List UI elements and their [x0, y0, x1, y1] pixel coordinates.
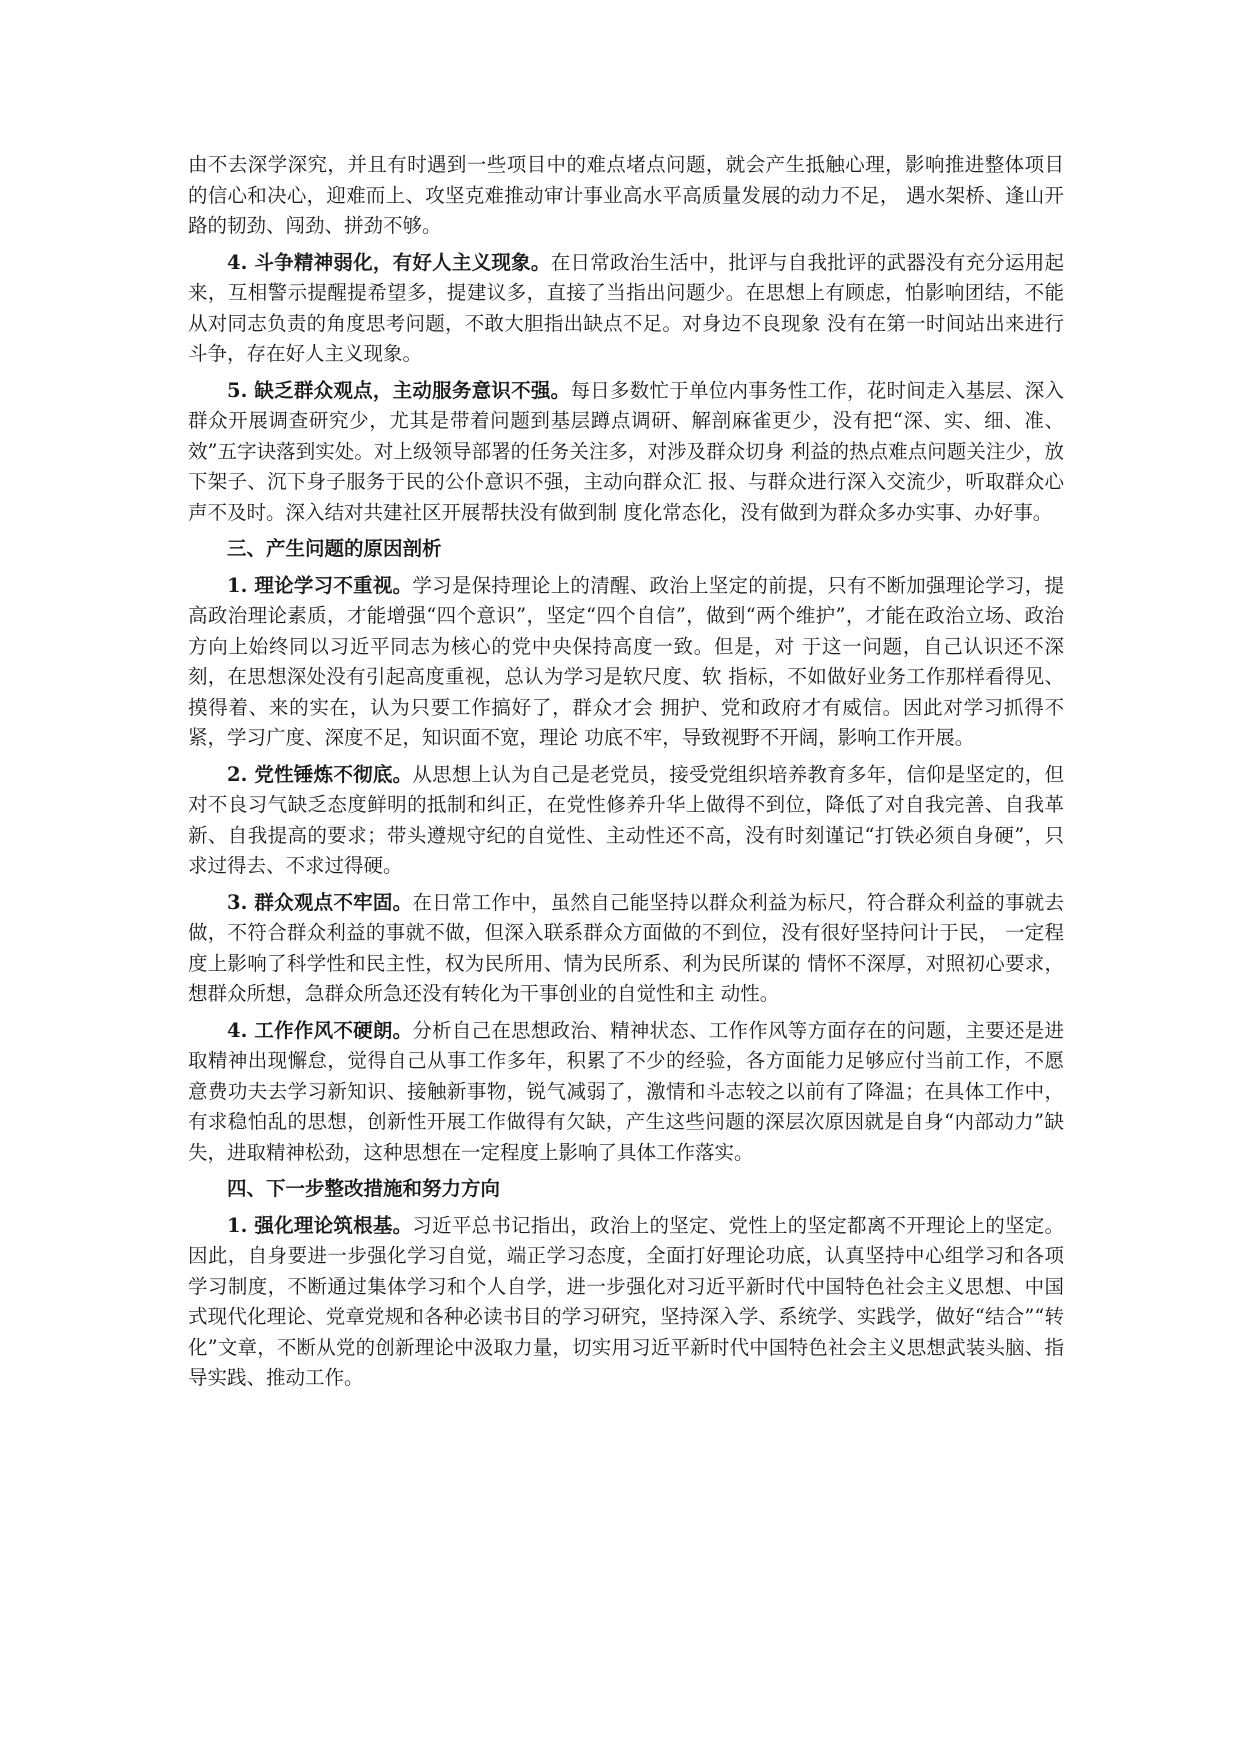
section-heading-rectification: 四、下一步整改措施和努力方向 — [227, 1177, 501, 1200]
paragraph-work-style — [188, 1016, 1064, 1169]
paragraph-text: 每日多数忙于单位内事务性工作，花时间走入基层、深入群众开展调查研究少，尤其是带着问题到基层蹲点调研、解剖麻雀更少，没有把“深、实、细、准、效”五字诀落到实处。对上级领导部署的任务关注多，对涉及群众切身 利益的热点难点问题关注少，放下架子、沉下身子服务于民的公仆意识不强，主动向群众汇 报、与群众进行深入交流少，听取群众心声不及时。深入结对共建社区开展帮扶没有做到制 度化常态化，没有做到为群众多办实事、办好事。 — [188, 378, 1064, 524]
paragraph-text: 在日常工作中，虽然自己能坚持以群众利益为标尺，符合群众利益的事就去做，不符合群众利益的事就不做，但深入联系群众方面做的不到位，没有很好坚持问计于民， 一定程度上影响了科学性和民主性，权为民所用、情为民所系、利为民所谋的 情怀不深厚，对照初心要求，想群众所想，急群众所急还没有转化为干事创业的自觉性和主 动性。 — [188, 890, 1064, 1005]
paragraph-lead: 4. 斗争精神弱化，有好人主义现象。 — [227, 250, 551, 274]
section-heading-cause-analysis: 三、产生问题的原因剖析 — [227, 537, 442, 560]
paragraph-strengthen-theory — [188, 1211, 1064, 1394]
paragraph-lead: 5. 缺乏群众观点，主动服务意识不强。 — [227, 378, 571, 402]
paragraph-lead: 4. 工作作风不硬朗。 — [227, 1018, 413, 1042]
document-page — [188, 150, 1064, 1400]
paragraph-text: 在日常政治生活中，批评与自我批评的武器没有充分运用起来，互相警示提醒提希望多，提建议多，直接了当指出问题少。在思想上有顾虑，怕影响团结，不能从对同志负责的角度思考问题，不敢大胆指出缺点不足。对身边不良现象 没有在第一时间站出来进行斗争，存在好人主义现象。 — [188, 250, 1064, 365]
paragraph-theory-study — [188, 571, 1064, 754]
paragraph-text: 从思想上认为自己是老党员，接受党组织培养教育多年，信仰是坚定的，但对不良习气缺乏态度鲜明的抵制和纠正，在党性修养升华上做得不到位，降低了对自我完善、自我革新、自我提高的要求；带头遵规守纪的自觉性、主动性还不高，没有时刻谨记“打铁必须自身硬”，只求过得去、不求过得硬。 — [188, 762, 1064, 877]
paragraph-party-spirit — [188, 760, 1064, 882]
paragraph-text: 分析自己在思想政治、精神状态、工作作风等方面存在的问题，主要还是进取精神出现懈怠，觉得自己从事工作多年，积累了不少的经验，各方面能力足够应付当前工作，不愿意费功夫去学习新知识、接触新事物，锐气减弱了，激情和斗志较之以前有了降温；在具体工作中，有求稳怕乱的思想，创新性开展工作做得有欠缺，产生这些问题的深层次原因就是自身“内部动力”缺失，进取精神松劲，这种思想在一定程度上影响了具体工作落实。 — [188, 1018, 1064, 1164]
paragraph-text: 学习是保持理论上的清醒、政治上坚定的前提，只有不断加强理论学习，提高政治理论素质，才能增强“四个意识”，坚定“四个自信”，做到“两个维护”，才能在政治立场、政治方向上始终同以习近平同志为核心的党中央保持高度一致。但是，对 于这一问题，自己认识还不深刻，在思想深处没有引起高度重视，总认为学习是软尺度、软 指标，不如做好业务工作那样看得见、摸得着、来的实在，认为只要工作搞好了，群众才会 拥护、党和政府才有威信。因此对学习抓得不紧，学习广度、深度不足，知识面不宽，理论 功底不牢，导致视野不开阔，影响工作开展。 — [188, 573, 1064, 749]
paragraph-text: 习近平总书记指出，政治上的坚定、党性上的坚定都离不开理论上的坚定。因此，自身要进一步强化学习自觉，端正学习态度，全面打好理论功底，认真坚持中心组学习和各项学习制度，不断通过集体学习和个人自学，进一步强化对习近平新时代中国特色社会主义思想、中国式现代化理论、党章党规和各种必读书目的学习研究，坚持深入学、系统学、实践学，做好“结合”“转化”文章，不断从党的创新理论中汲取力量，切实用习近平新时代中国特色社会主义思想武装头脑、指导实践、推动工作。 — [188, 1213, 1064, 1389]
paragraph-text: 由不去深学深究，并且有时遇到一些项目中的难点堵点问题，就会产生抵触心理，影响推进整体项目的信心和决心，迎难而上、攻坚克难推动审计事业高水平高质量发展的动力不足， 遇水架桥、逢山开路的韧劲、闯劲、拼劲不够。 — [188, 153, 1064, 237]
paragraph-continued — [188, 150, 1064, 242]
paragraph-lead: 2. 党性锤炼不彻底。 — [227, 762, 413, 786]
paragraph-lead: 1. 强化理论筑根基。 — [227, 1213, 413, 1237]
paragraph-lead: 3. 群众观点不牢固。 — [227, 890, 413, 914]
paragraph-mass-view-weak — [188, 888, 1064, 1010]
paragraph-lead: 1. 理论学习不重视。 — [227, 573, 413, 597]
paragraph-mass-viewpoint — [188, 376, 1064, 529]
paragraph-struggle-spirit — [188, 248, 1064, 370]
